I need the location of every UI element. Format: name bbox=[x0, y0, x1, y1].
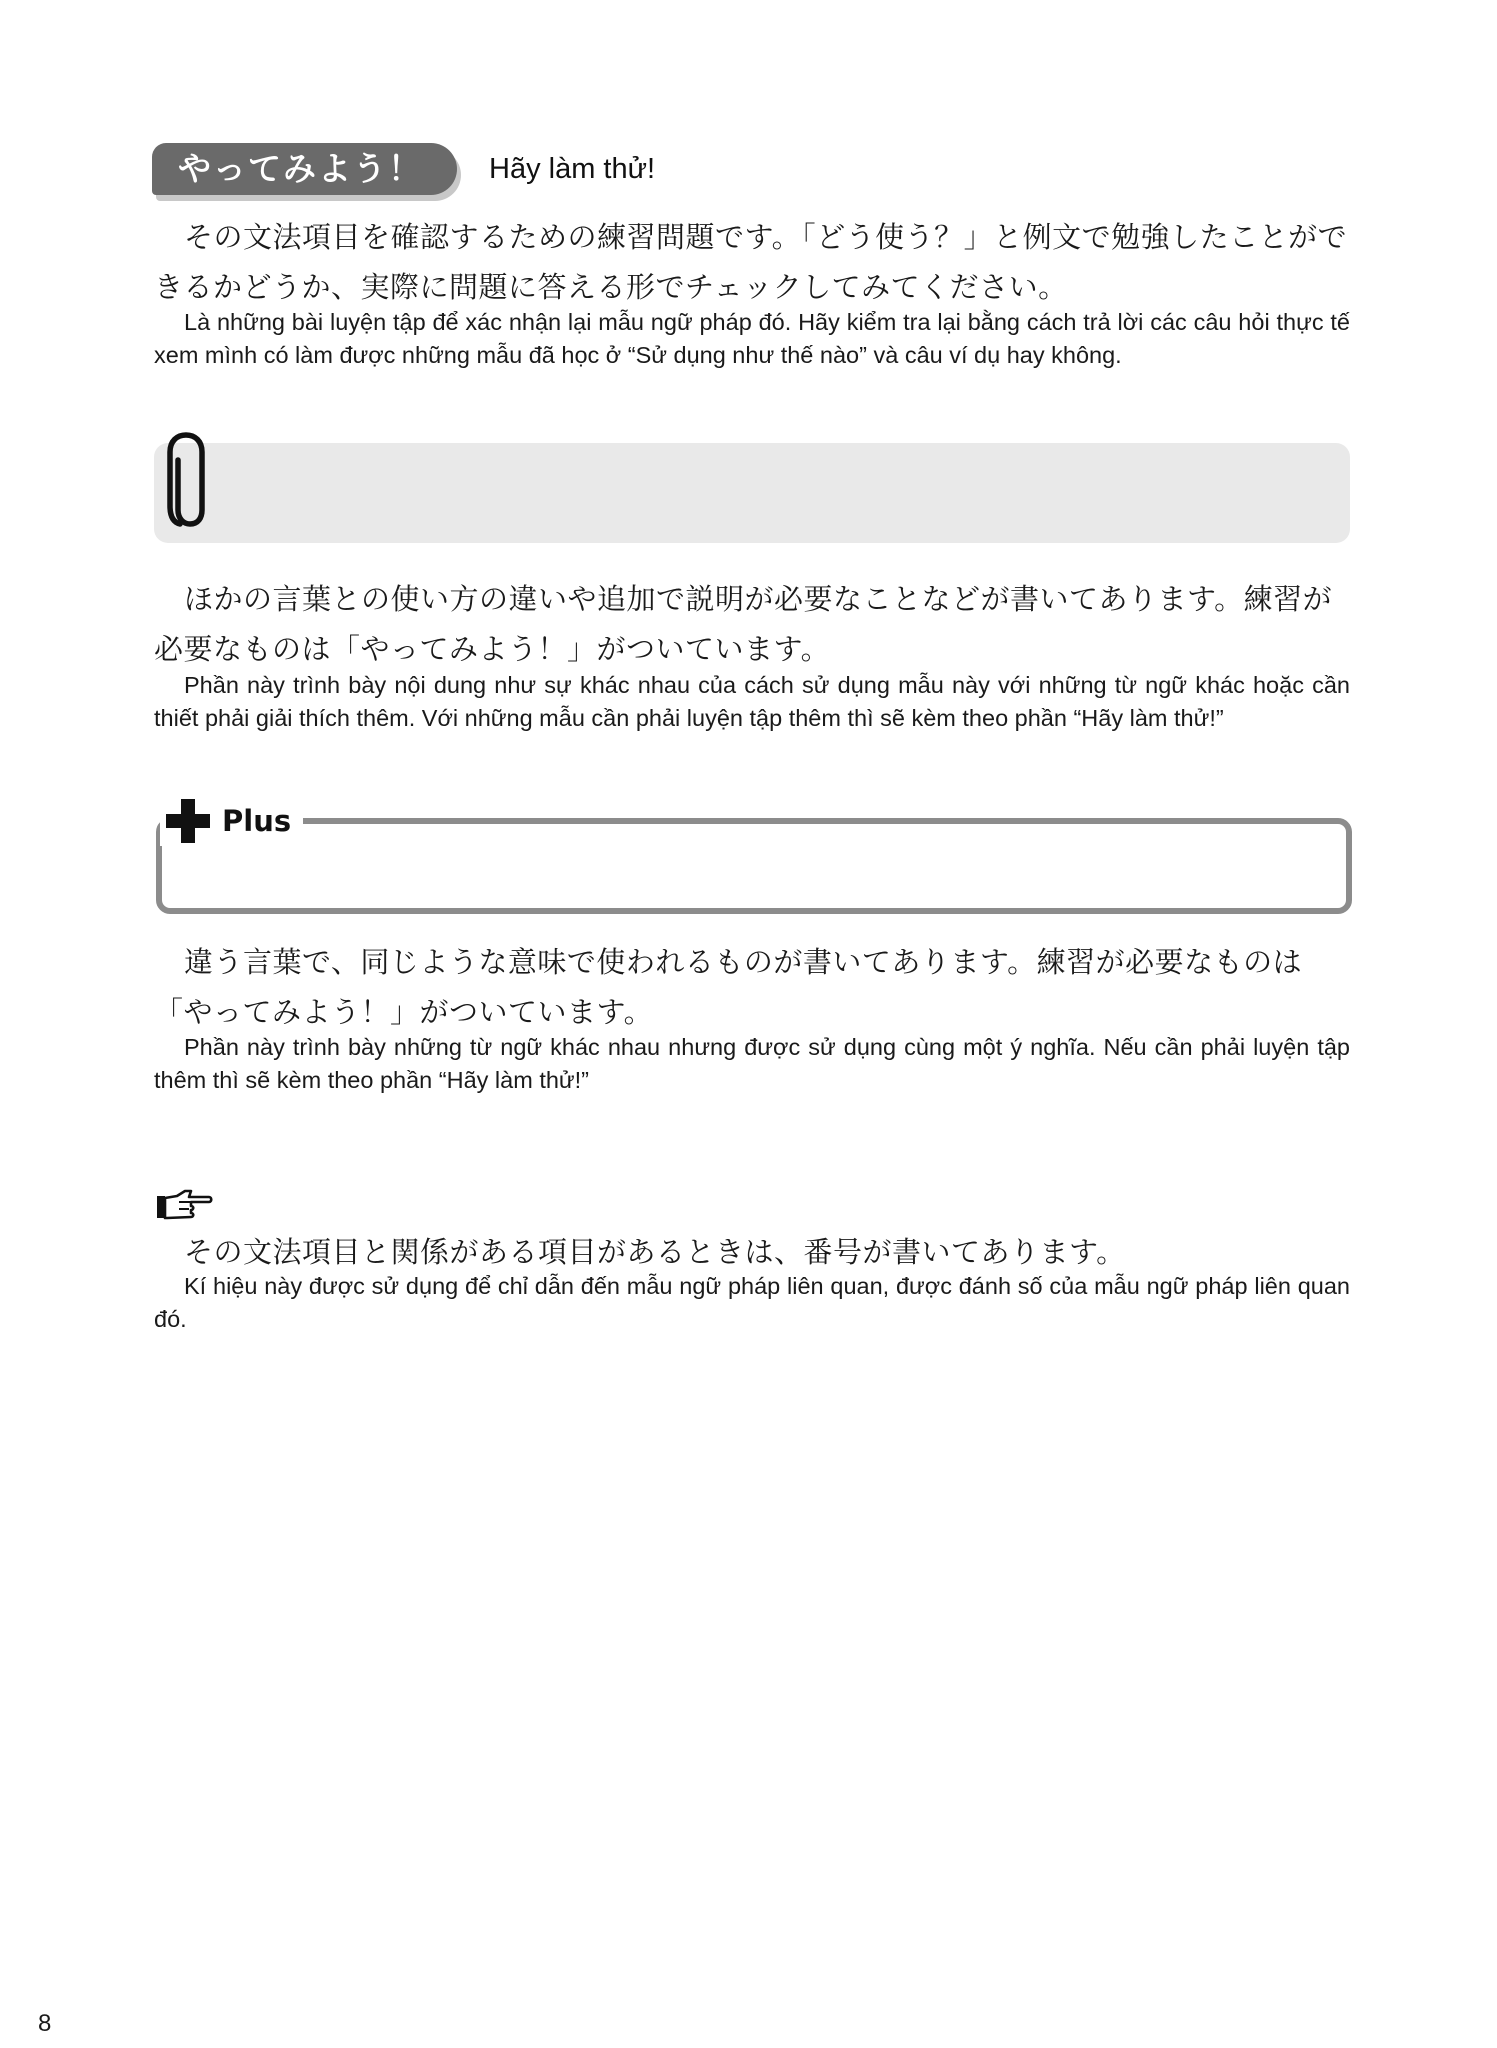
reference-jp-text: その文法項目と関係がある項目があるときは、番号が書いてあります。 bbox=[184, 1235, 1126, 1269]
try-it-vi-text: Là những bài luyện tập để xác nhận lại mẫu ngữ pháp đó. Hãy kiểm tra lại bằng cách trả lời các câu hỏi thực tế xem mình có làm được những mẫu đã học ở “Sử dụng như thế nào” và câu ví dụ hay không. bbox=[154, 309, 1350, 368]
plus-jp-text: 違う言葉で、同じような意味で使われるものが書いてあります。練習が必要なものは「やってみよう！」がついています。 bbox=[154, 945, 1303, 1029]
try-it-caption: Hãy làm thử! bbox=[489, 152, 656, 185]
plus-label: Plus bbox=[222, 804, 292, 838]
plus-heading bbox=[160, 796, 303, 846]
plus-icon bbox=[164, 797, 212, 845]
paperclip-icon bbox=[166, 432, 216, 532]
plus-box bbox=[156, 818, 1352, 914]
note-box bbox=[154, 443, 1350, 543]
plus-vi-text: Phần này trình bày những từ ngữ khác nhau nhưng được sử dụng cùng một ý nghĩa. Nếu cần phải luyện tập thêm thì sẽ kèm theo phần “Hãy làm thử!” bbox=[154, 1034, 1350, 1093]
try-it-jp-text: その文法項目を確認するための練習問題です。「どう使う？」と例文で勉強したことができるかどうか、実際に問題に答える形でチェックしてみてください。 bbox=[154, 220, 1348, 304]
pointing-hand-icon bbox=[155, 1188, 213, 1222]
page-number: 8 bbox=[38, 2010, 52, 2037]
try-it-badge: やってみよう！ bbox=[152, 143, 457, 195]
reference-vi-text: Kí hiệu này được sử dụng để chỉ dẫn đến mẫu ngữ pháp liên quan, được đánh số của mẫu ngữ pháp liên quan đó. bbox=[154, 1273, 1350, 1332]
note-jp-text: ほかの言葉との使い方の違いや追加で説明が必要なことなどが書いてあります。練習が必要なものは「やってみよう！」がついています。 bbox=[154, 582, 1333, 666]
note-vi-text: Phần này trình bày nội dung như sự khác nhau của cách sử dụng mẫu này với những từ ngữ khác hoặc cần thiết phải giải thích thêm. Với những mẫu cần phải luyện tập thêm thì sẽ kèm theo phần “Hãy làm thử!” bbox=[154, 672, 1350, 731]
try-it-heading bbox=[152, 140, 655, 198]
